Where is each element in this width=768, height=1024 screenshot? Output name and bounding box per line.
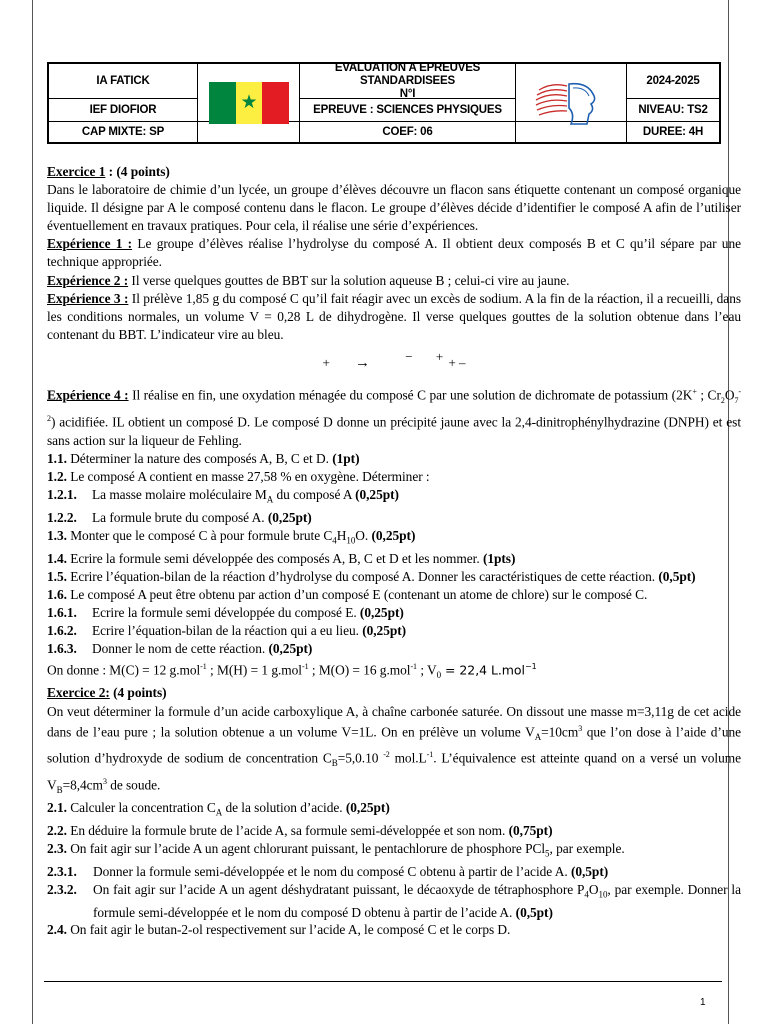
coef-label: COEF: 06 bbox=[382, 125, 433, 138]
flag-star-icon: ★ bbox=[240, 92, 258, 113]
question-1-6-3: 1.6.3. Donner le nom de cette réaction. (0,25pt) bbox=[47, 641, 313, 657]
exercise-1-title: Exercice 1 bbox=[47, 164, 106, 179]
question-1-6-2: 1.6.2. Ecrire l’équation-bilan de la réaction qui a eu lieu. (0,25pt) bbox=[47, 623, 407, 639]
question-1-1: 1.1. Déterminer la nature des composés A, B, C et D. (1pt) bbox=[47, 450, 360, 466]
niveau-label: NIVEAU: TS2 bbox=[638, 103, 708, 116]
duree-label: DUREE: 4H bbox=[642, 125, 704, 138]
exam-content bbox=[47, 163, 741, 939]
question-1-6: 1.6. Le composé A peut être obtenu par action d’un composé E (contenant un atome de chlore) sur le composé C. bbox=[47, 586, 648, 602]
eval-title-line2: N°I bbox=[399, 88, 416, 100]
question-2-3-2: 2.3.2. On fait agir sur l’acide A un agent déshydratant puissant, le décaoxyde de tétraphosphore $P_4O_{10}$, par exemple. Donner la formule semi-développée et le nom du composé D obtenu à partir de l’acide A. (0,5pt) bbox=[47, 881, 741, 920]
question-2-2: 2.2. En déduire la formule brute de l’acide A, sa formule semi-développée et son nom. (0,75pt) bbox=[47, 822, 553, 838]
question-1-3: 1.3. Monter que le composé C à pour formule brute $C_4H_{10}O$. (0,25pt) bbox=[47, 527, 416, 546]
cap-name: CAP MIXTE: SP bbox=[81, 125, 165, 138]
question-2-4: 2.4. On fait agir le butan-2-ol respectivement sur l’acide A, le composé C et le corps D. bbox=[47, 921, 511, 937]
ief-name: IEF DIOFIOR bbox=[89, 103, 157, 116]
experience-2: Expérience 2 : Il verse quelques gouttes de BBT sur la solution aqueuse B ; celui-ci vire au jaune. bbox=[47, 272, 570, 288]
exercise-2-intro: On veut déterminer la formule d’un acide carboxylique A, à chaîne carbonée saturée. On dissout une masse m=3,11g de cet acide dans de l’eau pure ; la solution obtenue a un volume V=1L. On en prélève un volume $V_A=10cm^3$ que l’on dose à l’aide d’une solution d’hydroxyde de sodium de concentration $C_B=5,0.10$ $^{-2}$ $mol.L^{-1}$. L’équivalence est atteinte quand on a versé un volume $V_B=8,4cm^3$ de soude. bbox=[47, 703, 742, 795]
eval-title-line1: EVALUATION A EPREUVES STANDARDISEES bbox=[334, 62, 481, 87]
experience-1: Expérience 1 : Le groupe d’élèves réalise l’hydrolyse du composé A. Il obtient deux composés B et C qu’il sépare par une technique appropriée. bbox=[47, 236, 741, 270]
question-1-6-1: 1.6.1. Ecrire la formule semi développée du composé E. (0,25pt) bbox=[47, 604, 404, 620]
question-1-5: 1.5. Ecrire l’équation-bilan de la réaction d’hydrolyse du composé A. Donner les caractéristiques de cette réaction. (0,5pt) bbox=[47, 568, 696, 584]
experience-3: Expérience 3 : Il prélève 1,85 g du composé C qu’il fait réagir avec un excès de sodium. A la fin de la réaction, il a recueilli, dans les conditions normales, un volume V = 0,28 L de dihydrogène. Il verse quelques gouttes de la solution obtenue dans l’eau contenant du BBT. L’indicateur vire au bleu. bbox=[47, 290, 741, 342]
question-1-4: 1.4. Ecrire la formule semi développée des composés A, B, C et D et les nommer. (1pts) bbox=[47, 550, 516, 566]
experience-4: Expérience 4 : Il réalise en fin, une oxydation ménagée du composé C par une solution de dichromate de potassium (2K+ ; $Cr_2O_7^{-2}$) acidifiée. IL obtient un composé D. Le composé D donne un précipité jaune avec la 2,4-dinitrophénylhydrazine (DNPH) et est sans action sur la liqueur de Fehling. bbox=[47, 386, 742, 448]
footer-line bbox=[44, 981, 722, 982]
epreuve-label: EPREUVE : SCIENCES PHYSIQUES bbox=[313, 103, 502, 116]
exercise-1-heading bbox=[47, 163, 741, 181]
exercise-2-heading: Exercice 2: (4 points) bbox=[47, 685, 167, 701]
left-margin-line bbox=[32, 0, 33, 1024]
question-2-3: 2.3. On fait agir sur l’acide A un agent chlorurant puissant, le pentachlorure de phosphore PCl$_5$, par exemple. bbox=[47, 841, 625, 859]
school-year: 2024-2025 bbox=[646, 75, 700, 87]
question-1-2-2: 1.2.2. La formule brute du composé A. (0,25pt) bbox=[47, 509, 312, 525]
question-2-1: 2.1. Calculer la concentration $C_A$ de la solution d’acide. (0,25pt) bbox=[47, 800, 390, 818]
question-1-2: 1.2. Le composé A contient en masse 27,58 % en oxygène. Déterminer : bbox=[47, 468, 430, 484]
question-1-2-1: 1.2.1. La masse molaire moléculaire $M_A$ du composé A (0,25pt) bbox=[47, 487, 399, 505]
senegal-flag bbox=[209, 82, 289, 124]
page-number: 1 bbox=[700, 997, 706, 1008]
reaction-equation: + → − + + – bbox=[322, 348, 466, 371]
eval-title bbox=[300, 62, 515, 100]
given-data: On donne : M(C) = 12 g.mol$^{-1}$ ; M(H) = 1 g.mol$^{-1}$ ; M(O) = 16 g.mol$^{-1}$ ; $V_0 = 22,4$ L.mol$^{-1}$ bbox=[47, 662, 537, 681]
exercise-1-points: : (4 points) bbox=[105, 164, 170, 179]
question-2-3-1: 2.3.1. Donner la formule semi-développée et le nom du composé C obtenu à partir de l’acide A. (0,5pt) bbox=[47, 863, 609, 879]
school-logo-icon bbox=[527, 78, 611, 128]
header-table bbox=[47, 62, 721, 144]
exercise-1-intro: Dans le laboratoire de chimie d’un lycée, un groupe d’élèves découvre un flacon sans étiquette contenant un composé organique liquide. Il désigne par A le composé contenu dans le flacon. Le groupe d’élèves décide d’identifier le composé A afin de l’utiliser éventuellement en travaux pratiques. Pour cela, il réalise une série d’expériences. bbox=[47, 182, 741, 234]
ia-name: IA FATICK bbox=[96, 74, 150, 87]
